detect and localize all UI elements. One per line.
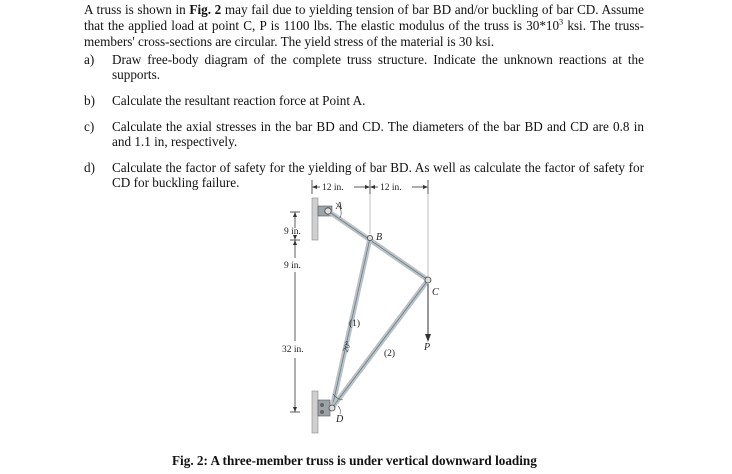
pin-b-icon	[367, 235, 372, 240]
bolt-icon	[320, 410, 324, 414]
label-d: D	[336, 414, 344, 425]
question-c	[84, 119, 644, 149]
label-member-1: (1)	[349, 319, 361, 329]
support-d-bracket	[318, 400, 330, 416]
question-a	[84, 52, 644, 82]
left-dimension	[290, 212, 300, 412]
question-label: d)	[84, 160, 95, 175]
label-b: B	[376, 232, 383, 243]
truss-figure	[270, 176, 450, 436]
figure-caption: Fig. 2: A three-member truss is under vertical downward loading	[172, 453, 537, 468]
label-a: A	[336, 201, 343, 212]
label-angle: 20°	[340, 339, 354, 354]
question-b	[84, 93, 644, 108]
pin-c-icon	[425, 277, 431, 283]
intro-text-2: may fail due to yielding tension of bar BD and/or buckling of bar CD. Assume that the applied load at point C, P is 1100 lbs. The elastic modulus of the truss is 30*10	[84, 2, 645, 33]
dim-12-left: 12 in.	[322, 183, 344, 193]
problem-statement	[84, 2, 644, 50]
intro-text-1: A truss is shown in	[84, 2, 190, 17]
intro-text-3: ksi. The truss-members' cross-sections are circular. The yield stress of the material is 30 ksi.	[84, 18, 644, 49]
question-text: Calculate the resultant reaction force at Point A.	[112, 93, 366, 108]
label-member-2: (2)	[384, 349, 396, 359]
question-label: a)	[84, 52, 95, 67]
question-text: Calculate the axial stresses in the bar BD and CD. The diameters of the bar BD and CD are 0.8 in and 1.1 in, respectively.	[112, 119, 644, 149]
pin-a-icon	[325, 208, 331, 214]
wall-bottom	[312, 391, 318, 433]
pin-d-icon	[329, 405, 335, 411]
question-text: Draw free-body diagram of the complete truss structure. Indicate the unknown reactions at the supports.	[112, 52, 644, 82]
load-arrow-icon	[425, 334, 431, 342]
dim-32: 32 in.	[282, 345, 304, 355]
question-label: b)	[84, 93, 95, 108]
dim-12-right: 12 in.	[380, 183, 402, 193]
label-c: C	[432, 287, 439, 298]
exponent: 3	[559, 17, 564, 27]
figure-reference: Fig. 2	[189, 2, 222, 17]
question-label: c)	[84, 119, 95, 134]
member-ac-edge	[328, 211, 428, 280]
label-p: P	[424, 342, 431, 353]
bolt-icon	[320, 403, 324, 407]
truss-diagram	[270, 176, 450, 436]
dim-9-upper: 9 in.	[284, 227, 301, 237]
wall-top	[312, 198, 318, 240]
dim-9-lower: 9 in.	[284, 261, 301, 271]
angle-arc-d-lower	[338, 406, 340, 414]
question-text: Calculate the factor of safety for the yielding of bar BD. As well as calculate the factor of safety for CD for buckling failure.	[112, 160, 644, 190]
